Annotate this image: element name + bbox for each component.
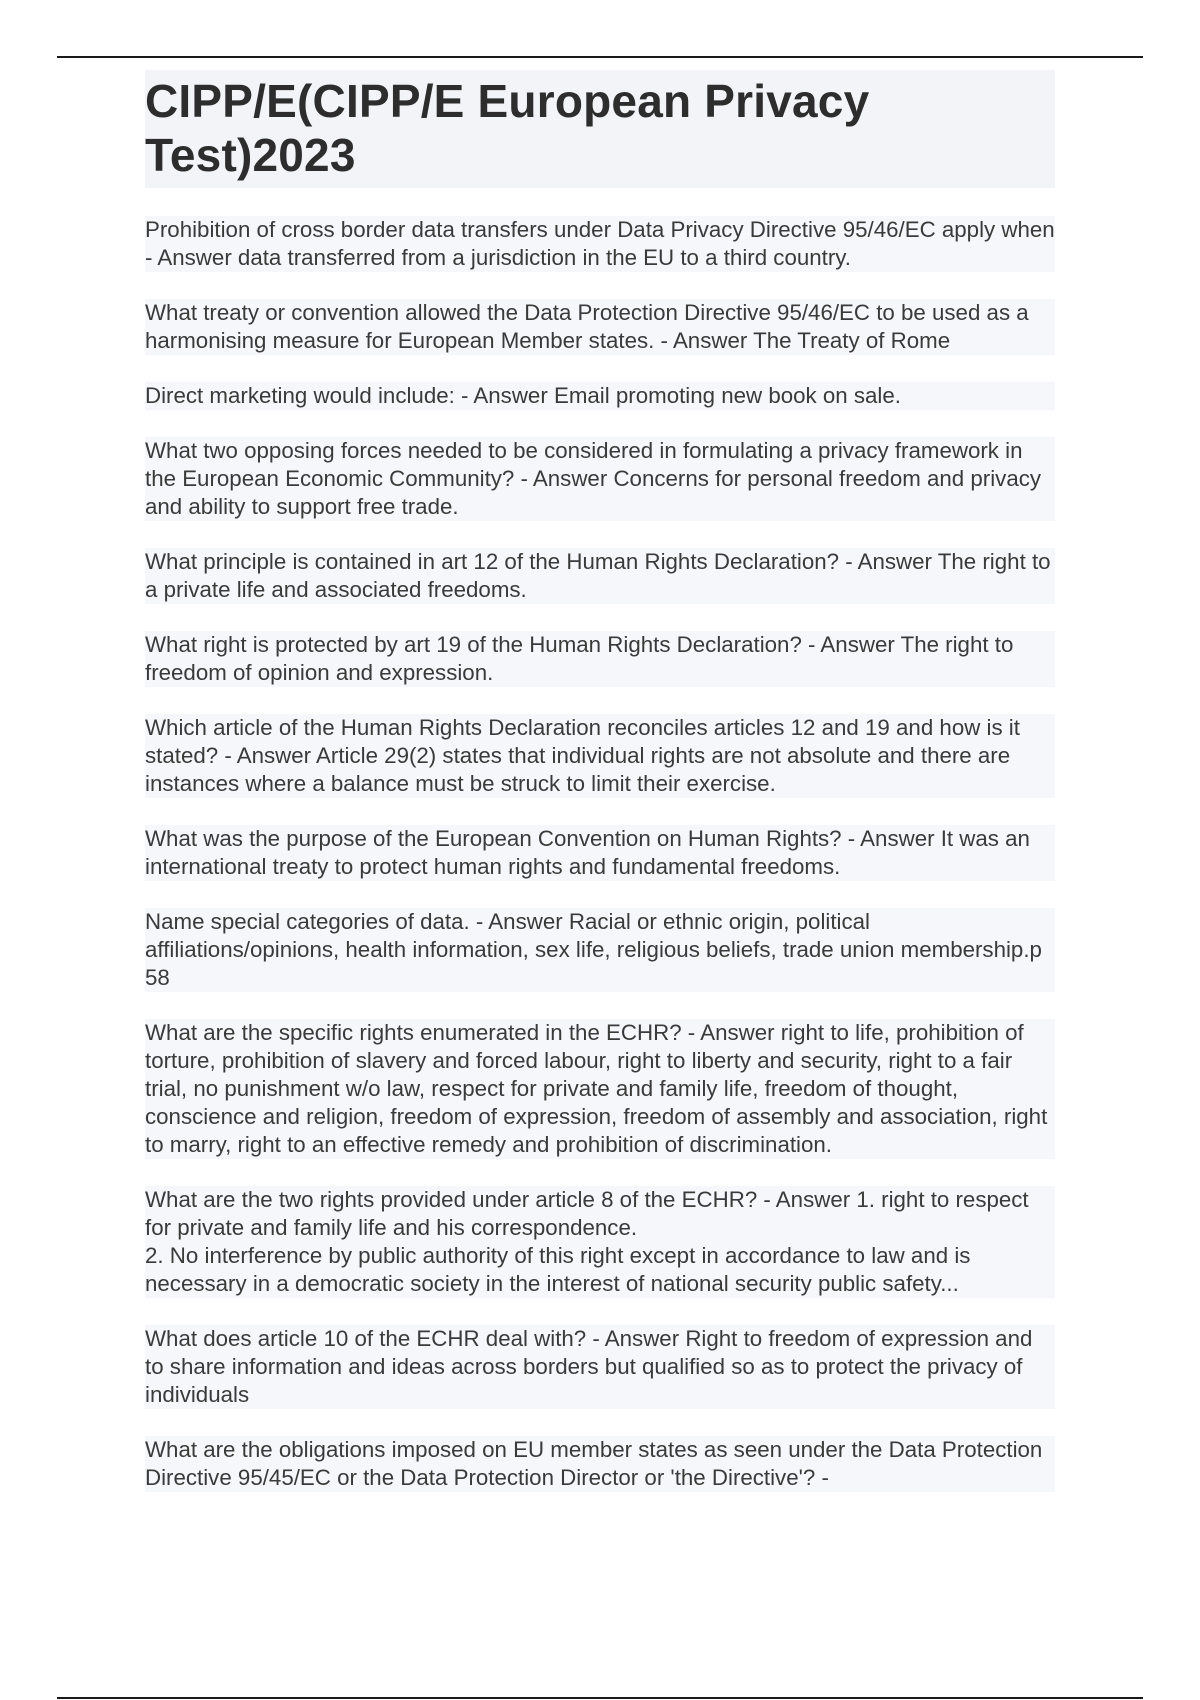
qa-item: What two opposing forces needed to be considered in formulating a privacy framework in the European Economic Community? - Answer Concerns for personal freedom and privacy and ability to support free trade. bbox=[145, 437, 1055, 521]
qa-item: Prohibition of cross border data transfers under Data Privacy Directive 95/46/EC apply when - Answer data transferred from a jurisdiction in the EU to a third country. bbox=[145, 217, 1055, 270]
qa-item: What right is protected by art 19 of the Human Rights Declaration? - Answer The right to freedom of opinion and expression. bbox=[145, 631, 1055, 687]
qa-list bbox=[145, 216, 1055, 1492]
qa-item: What was the purpose of the European Convention on Human Rights? - Answer It was an international treaty to protect human rights and fundamental freedoms. bbox=[145, 825, 1055, 881]
qa-item: What principle is contained in art 12 of the Human Rights Declaration? - Answer The right to a private life and associated freedoms. bbox=[145, 548, 1055, 604]
document-title: CIPP/E(CIPP/E European Privacy Test)2023 bbox=[145, 75, 870, 181]
document-body bbox=[145, 70, 1055, 1519]
qa-item: What treaty or convention allowed the Data Protection Directive 95/46/EC to be used as a harmonising measure for European Member states. - Answer The Treaty of Rome bbox=[145, 299, 1055, 355]
title-block bbox=[145, 70, 1055, 188]
bottom-divider bbox=[57, 1697, 1143, 1699]
qa-item: What are the obligations imposed on EU member states as seen under the Data Protection Directive 95/45/EC or the Data Protection Director or 'the Directive'? - bbox=[145, 1436, 1055, 1492]
qa-item: What does article 10 of the ECHR deal with? - Answer Right to freedom of expression and to share information and ideas across borders but qualified so as to protect the privacy of individuals bbox=[145, 1325, 1055, 1409]
qa-item: What are the two rights provided under article 8 of the ECHR? - Answer 1. right to respect for private and family life and his correspondence. 2. No interference by public authority of this right except in accordance to law and is necessary in a democratic society in the interest of national security public safety... bbox=[145, 1186, 1055, 1298]
qa-item: Direct marketing would include: - Answer Email promoting new book on sale. bbox=[145, 382, 1055, 410]
qa-item: What are the specific rights enumerated in the ECHR? - Answer right to life, prohibition of torture, prohibition of slavery and forced labour, right to liberty and security, right to a fair trial, no punishment w/o law, respect for private and family life, freedom of thought, conscience and religion, freedom of expression, freedom of assembly and association, right to marry, right to an effective remedy and prohibition of discrimination. bbox=[145, 1019, 1055, 1159]
top-divider bbox=[57, 56, 1143, 58]
qa-item: Name special categories of data. - Answer Racial or ethnic origin, political affiliations/opinions, health information, sex life, religious beliefs, trade union membership.p 58 bbox=[145, 908, 1055, 992]
qa-item: Which article of the Human Rights Declaration reconciles articles 12 and 19 and how is it stated? - Answer Article 29(2) states that individual rights are not absolute and there are instances where a balance must be struck to limit their exercise. bbox=[145, 714, 1055, 798]
